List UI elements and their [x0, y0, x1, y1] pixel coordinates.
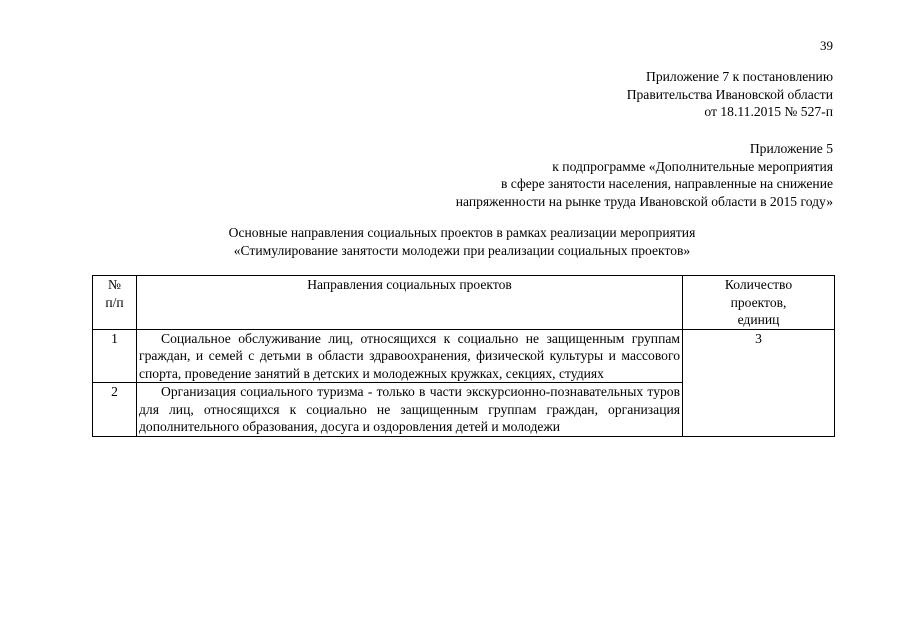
approval-2-line: в сфере занятости населения, направленные на снижение [500, 176, 833, 191]
header-number-line: п/п [105, 294, 124, 310]
document-title [92, 224, 832, 259]
document-title-line: «Стимулирование занятости молодежи при реализации социальных проектов» [233, 242, 691, 258]
header-count-line: проектов, [730, 294, 787, 310]
approval-header-1 [627, 68, 833, 121]
page-number: 39 [820, 38, 833, 53]
row-direction: Организация социального туризма - только в части экскурсионно-познавательных туров для лиц, относящихся к социально не защищенным группам граждан, организация дополнительного образования, досуга и оздоровления детей и молодежи [137, 383, 683, 437]
approval-header-2 [456, 140, 833, 210]
row-direction: Социальное обслуживание лиц, относящихся к социально не защищенным группам граждан, и семей с детьми в области здравоохранения, физической культуры и массового спорта, проведение занятий в детских и молодежных кружках, секциях, студиях [137, 329, 683, 383]
header-count-line: единиц [737, 312, 780, 327]
approval-1-line: от 18.11.2015 № 527-п [704, 104, 833, 119]
approval-1-line: Правительства Ивановской области [626, 86, 833, 102]
header-number [93, 276, 137, 330]
project-count: 3 [683, 329, 835, 436]
projects-table [92, 275, 835, 437]
row-number: 1 [93, 329, 137, 383]
header-count-line: Количество [724, 277, 793, 292]
approval-2-line: напряженности на рынке труда Ивановской области в 2015 году» [455, 193, 833, 209]
table-row [93, 329, 835, 383]
header-count [683, 276, 835, 330]
approval-2-line: к подпрограмме «Дополнительные мероприятия [552, 158, 833, 174]
approval-2-line: Приложение 5 [749, 141, 833, 156]
approval-1-line: Приложение 7 к постановлению [646, 69, 833, 84]
header-number-line: № [108, 277, 121, 292]
row-number: 2 [93, 383, 137, 437]
document-title-line: Основные направления социальных проектов в рамках реализации мероприятия [228, 225, 696, 240]
table-header-row [93, 276, 835, 330]
header-direction: Направления социальных проектов [137, 276, 683, 330]
